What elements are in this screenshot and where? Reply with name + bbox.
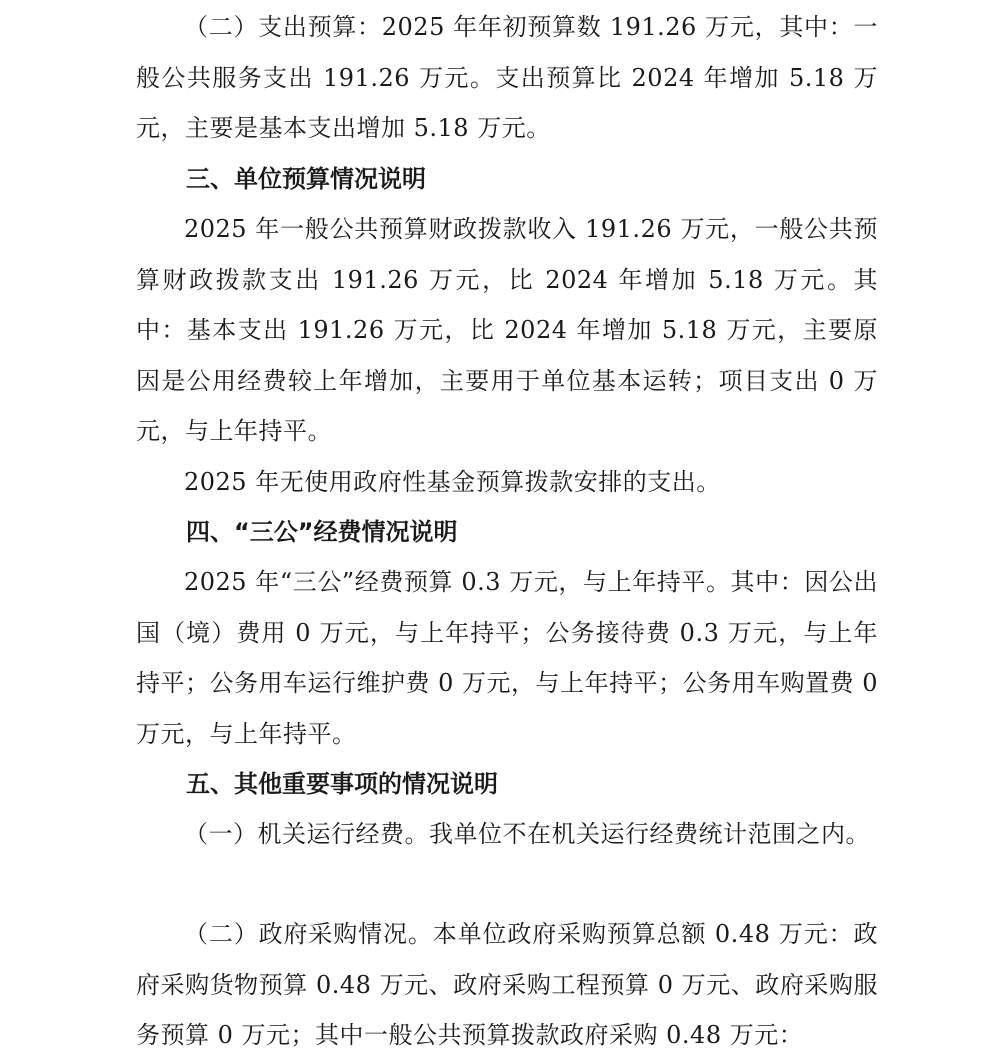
section-heading-3: 三、单位预算情况说明 <box>186 165 426 193</box>
paragraph-unit-budget: 2025 年一般公共预算财政拨款收入 191.26 万元，一般公共预算财政拨款支出 191.26 万元，比 2024 年增加 5.18 万元。其中：基本支出 191.26 万元，比 2024 年增加 5.18 万元，主要原因是公用经费较上年增加，主要用于单位基本运转；项目支出 0 万元，与上年持平。 <box>136 215 878 446</box>
section-heading-4: 四、“三公”经费情况说明 <box>186 518 458 546</box>
paragraph-office-operating-funds: （一）机关运行经费。我单位不在机关运行经费统计范围之内。 <box>184 820 870 848</box>
section-heading-5: 五、其他重要事项的情况说明 <box>186 770 498 798</box>
paragraph-government-fund: 2025 年无使用政府性基金预算拨款安排的支出。 <box>184 468 721 496</box>
paragraph-expenditure-budget: （二）支出预算：2025 年年初预算数 191.26 万元，其中：一般公共服务支出 191.26 万元。支出预算比 2024 年增加 5.18 万元，主要是基本支出增加 5.18 万元。 <box>136 13 878 143</box>
paragraph-three-public-expenses: 2025 年“三公”经费预算 0.3 万元，与上年持平。其中：因公出国（境）费用 0 万元，与上年持平；公务接待费 0.3 万元，与上年持平；公务用车运行维护费 0 万元，与上年持平；公务用车购置费 0 万元，与上年持平。 <box>136 568 878 748</box>
paragraph-government-procurement: （二）政府采购情况。本单位政府采购预算总额 0.48 万元：政府采购货物预算 0.48 万元、政府采购工程预算 0 万元、政府采购服务预算 0 万元；其中一般公共预算拨款政府采购 0.48 万元： <box>136 920 878 1050</box>
